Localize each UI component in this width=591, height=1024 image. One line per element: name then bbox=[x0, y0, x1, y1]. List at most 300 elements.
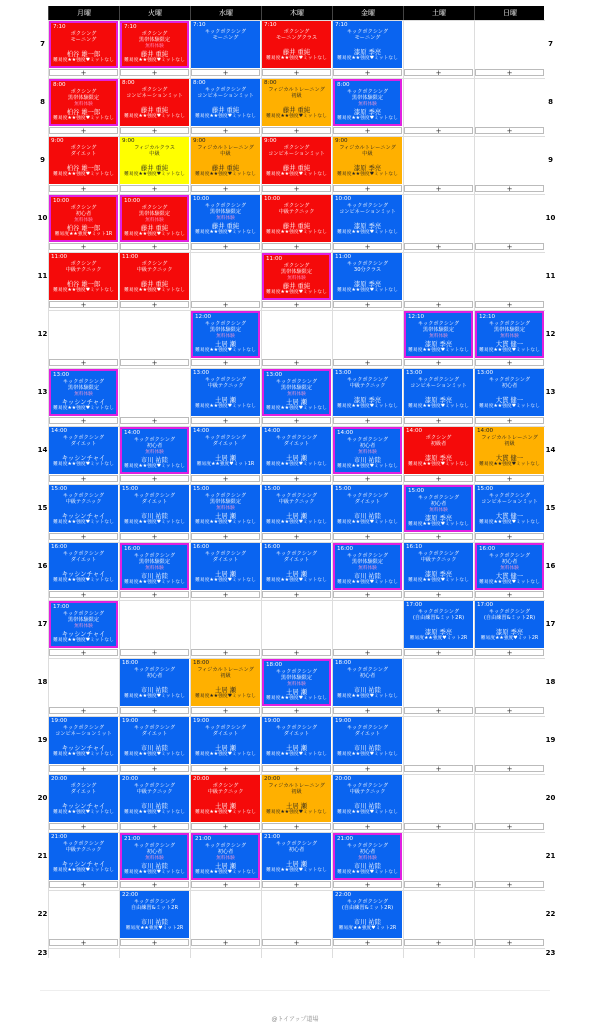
class-card[interactable] bbox=[333, 427, 402, 474]
add-slot-button[interactable]: + bbox=[191, 533, 260, 540]
class-time: 22:00 bbox=[122, 892, 139, 898]
class-type: フィジカルトレーニング bbox=[339, 145, 396, 151]
class-category: 中級テクニック bbox=[349, 383, 386, 390]
add-slot-button[interactable]: + bbox=[475, 591, 544, 598]
difficulty-label: 難易度★★強度♥ミットなし bbox=[195, 348, 256, 354]
difficulty-label: 難易度★★強度♥ミットなし bbox=[195, 230, 256, 236]
add-slot-button[interactable]: + bbox=[49, 707, 118, 714]
slot-cell bbox=[332, 948, 403, 958]
instructor-name: 漆原 季亮 bbox=[424, 454, 453, 462]
class-category: コンビネーションミット bbox=[410, 383, 467, 390]
class-type: フィジカルトレーニング bbox=[268, 783, 325, 789]
class-category: 黒帯体験限定 bbox=[67, 617, 100, 624]
trial-badge: 無料体験 bbox=[74, 391, 93, 397]
add-slot-button[interactable]: + bbox=[262, 243, 331, 250]
class-type: ボクシング bbox=[141, 31, 168, 37]
instructor-name: キッシンチャイ bbox=[61, 630, 106, 638]
hour-label-right: 21 bbox=[545, 852, 556, 860]
class-category: 中級テクニック bbox=[136, 789, 173, 796]
class-category: 中級テクニック bbox=[420, 557, 457, 564]
class-card[interactable] bbox=[191, 485, 260, 532]
class-card[interactable] bbox=[120, 195, 189, 242]
instructor-name: 市川 祐陸 bbox=[140, 512, 169, 520]
instructor-name: 大貫 健一 bbox=[495, 512, 524, 520]
class-type: キックボクシング bbox=[488, 377, 531, 383]
class-card[interactable] bbox=[262, 543, 331, 590]
class-card[interactable] bbox=[475, 601, 544, 648]
add-slot-button[interactable]: + bbox=[262, 591, 331, 598]
class-type: キックボクシング bbox=[133, 493, 176, 499]
add-slot-button[interactable]: + bbox=[49, 243, 118, 250]
add-slot-button[interactable]: + bbox=[404, 127, 473, 134]
add-slot-button[interactable]: + bbox=[404, 591, 473, 598]
class-card[interactable] bbox=[262, 659, 331, 706]
difficulty-label: 難易度★★強度♥ミットなし bbox=[479, 580, 540, 586]
add-slot-button[interactable]: + bbox=[475, 533, 544, 540]
add-slot-button[interactable]: + bbox=[49, 127, 118, 134]
class-card[interactable] bbox=[49, 717, 118, 764]
class-card[interactable] bbox=[333, 253, 402, 300]
add-slot-button[interactable]: + bbox=[49, 939, 118, 946]
class-category: ダイエット bbox=[141, 731, 168, 738]
add-slot-button[interactable]: + bbox=[191, 359, 260, 366]
class-card[interactable] bbox=[191, 195, 260, 242]
add-slot-button[interactable]: + bbox=[262, 707, 331, 714]
class-card[interactable] bbox=[262, 195, 331, 242]
class-card[interactable] bbox=[49, 833, 118, 880]
class-card[interactable] bbox=[475, 427, 544, 474]
class-card[interactable] bbox=[120, 775, 189, 822]
add-slot-button[interactable]: + bbox=[404, 417, 473, 424]
add-slot-button[interactable]: + bbox=[333, 533, 402, 540]
class-card[interactable] bbox=[475, 543, 544, 590]
instructor-name: 土居 瀬 bbox=[286, 688, 307, 696]
class-time: 14:00 bbox=[264, 428, 281, 434]
class-card[interactable] bbox=[49, 21, 118, 68]
class-card[interactable] bbox=[120, 659, 189, 706]
add-slot-button[interactable]: + bbox=[120, 707, 189, 714]
instructor-name: 土居 瀬 bbox=[215, 454, 236, 462]
add-slot-button[interactable]: + bbox=[404, 301, 473, 308]
class-type: ボクシング bbox=[212, 783, 239, 789]
class-category: 黒帯体験限定 bbox=[280, 675, 313, 682]
class-card[interactable] bbox=[120, 427, 189, 474]
add-slot-button[interactable]: + bbox=[404, 69, 473, 76]
class-type: キックボクシング bbox=[62, 611, 105, 617]
class-time: 18:00 bbox=[335, 660, 352, 666]
add-slot-button[interactable]: + bbox=[404, 185, 473, 192]
class-card[interactable] bbox=[262, 775, 331, 822]
add-slot-button[interactable]: + bbox=[333, 417, 402, 424]
class-card[interactable] bbox=[333, 833, 402, 880]
class-time: 13:00 bbox=[53, 372, 70, 378]
add-slot-button[interactable]: + bbox=[404, 243, 473, 250]
add-slot-button[interactable]: + bbox=[333, 69, 402, 76]
class-category: ダイエット bbox=[212, 441, 239, 448]
add-slot-button[interactable]: + bbox=[120, 591, 189, 598]
class-card[interactable] bbox=[333, 369, 402, 416]
add-slot-button[interactable]: + bbox=[404, 765, 473, 772]
class-card[interactable] bbox=[262, 137, 331, 184]
instructor-name: 市川 祐陸 bbox=[353, 744, 382, 752]
class-card[interactable] bbox=[120, 485, 189, 532]
difficulty-label: 難易度★★強度♥ミット1R bbox=[196, 461, 255, 467]
class-time: 9:00 bbox=[193, 138, 206, 144]
instructor-name: 藤井 重純 bbox=[282, 222, 311, 230]
hour-label-left: 22 bbox=[37, 910, 48, 918]
hour-label-right: 23 bbox=[545, 949, 556, 957]
add-slot-button[interactable]: + bbox=[262, 475, 331, 482]
instructor-name: 柏谷 雄一郎 bbox=[66, 108, 101, 116]
class-card[interactable] bbox=[262, 485, 331, 532]
add-slot-button[interactable]: + bbox=[191, 185, 260, 192]
add-slot-button[interactable]: + bbox=[49, 301, 118, 308]
hour-label-right: 14 bbox=[545, 446, 556, 454]
class-category: 中級 bbox=[220, 151, 231, 158]
add-slot-button[interactable]: + bbox=[333, 939, 402, 946]
class-card[interactable] bbox=[120, 137, 189, 184]
class-card[interactable] bbox=[191, 659, 260, 706]
add-slot-button[interactable]: + bbox=[404, 823, 473, 830]
class-card[interactable] bbox=[262, 79, 331, 126]
add-slot-button[interactable]: + bbox=[404, 533, 473, 540]
class-type: キックボクシング bbox=[204, 87, 247, 93]
add-slot-button[interactable]: + bbox=[333, 185, 402, 192]
class-time: 20:00 bbox=[193, 776, 210, 782]
class-category: ダイエット bbox=[70, 441, 97, 448]
add-slot-button[interactable]: + bbox=[120, 243, 189, 250]
class-type: キックボクシング bbox=[204, 551, 247, 557]
class-card[interactable] bbox=[191, 137, 260, 184]
class-card[interactable] bbox=[49, 369, 118, 416]
class-time: 13:00 bbox=[406, 370, 423, 376]
trial-badge: 無料体験 bbox=[500, 333, 519, 339]
add-slot-button[interactable]: + bbox=[333, 591, 402, 598]
add-slot-button[interactable]: + bbox=[404, 707, 473, 714]
add-slot-button[interactable]: + bbox=[475, 359, 544, 366]
add-slot-button[interactable]: + bbox=[191, 707, 260, 714]
add-slot-button[interactable]: + bbox=[120, 939, 189, 946]
class-time: 16:00 bbox=[264, 544, 281, 550]
class-card[interactable] bbox=[333, 485, 402, 532]
add-slot-button[interactable]: + bbox=[120, 475, 189, 482]
add-slot-button[interactable]: + bbox=[262, 881, 331, 888]
class-card[interactable] bbox=[49, 485, 118, 532]
add-slot-button[interactable]: + bbox=[404, 649, 473, 656]
hour-label-left: 13 bbox=[37, 388, 48, 396]
add-slot-button[interactable]: + bbox=[49, 591, 118, 598]
hour-label-right: 15 bbox=[545, 504, 556, 512]
class-type: ボクシング bbox=[70, 89, 97, 95]
add-slot-button[interactable]: + bbox=[49, 69, 118, 76]
class-time: 11:00 bbox=[51, 254, 68, 260]
difficulty-label: 難易度★★強度♥ミットなし bbox=[266, 751, 327, 757]
class-card[interactable] bbox=[49, 137, 118, 184]
class-type: キックボクシング bbox=[417, 551, 460, 557]
instructor-name: 漆原 季亮 bbox=[424, 340, 453, 348]
class-card[interactable] bbox=[404, 543, 473, 590]
add-slot-button[interactable]: + bbox=[262, 359, 331, 366]
add-slot-button[interactable]: + bbox=[475, 649, 544, 656]
class-card[interactable] bbox=[49, 601, 118, 648]
add-slot-button[interactable]: + bbox=[191, 417, 260, 424]
add-slot-button[interactable]: + bbox=[191, 765, 260, 772]
instructor-name: 土居 瀬 bbox=[215, 686, 236, 694]
class-time: 21:00 bbox=[195, 836, 212, 842]
class-card[interactable] bbox=[262, 427, 331, 474]
add-slot-button[interactable]: + bbox=[262, 823, 331, 830]
instructor-name: 藤井 重純 bbox=[282, 282, 311, 290]
add-slot-button[interactable]: + bbox=[191, 301, 260, 308]
class-card[interactable] bbox=[49, 543, 118, 590]
class-card[interactable] bbox=[191, 369, 260, 416]
class-category: 初心者 bbox=[359, 849, 376, 856]
add-slot-button[interactable]: + bbox=[262, 69, 331, 76]
class-card[interactable] bbox=[333, 195, 402, 242]
add-slot-button[interactable]: + bbox=[191, 591, 260, 598]
add-slot-button[interactable]: + bbox=[49, 185, 118, 192]
add-slot-button[interactable]: + bbox=[333, 301, 402, 308]
class-card[interactable] bbox=[262, 717, 331, 764]
add-slot-button[interactable]: + bbox=[120, 881, 189, 888]
instructor-name: 土居 瀬 bbox=[286, 860, 307, 868]
add-slot-button[interactable]: + bbox=[333, 475, 402, 482]
class-time: 7:10 bbox=[264, 22, 277, 28]
class-card[interactable] bbox=[120, 253, 189, 300]
add-slot-button[interactable]: + bbox=[120, 185, 189, 192]
class-category: 初心者 bbox=[359, 673, 376, 680]
difficulty-label: 難易度★★強度♥ミット2R bbox=[338, 925, 397, 931]
class-time: 16:00 bbox=[193, 544, 210, 550]
class-card[interactable] bbox=[262, 253, 331, 300]
add-slot-button[interactable]: + bbox=[191, 823, 260, 830]
difficulty-label: 難易度★★強度♥ミットなし bbox=[408, 522, 469, 528]
add-slot-button[interactable]: + bbox=[120, 69, 189, 76]
add-slot-button[interactable]: + bbox=[262, 301, 331, 308]
add-slot-button[interactable]: + bbox=[49, 881, 118, 888]
add-slot-button[interactable]: + bbox=[262, 649, 331, 656]
class-card[interactable] bbox=[475, 311, 544, 358]
add-slot-button[interactable]: + bbox=[262, 417, 331, 424]
class-category: 初心者 bbox=[288, 847, 305, 854]
add-slot-button[interactable]: + bbox=[120, 359, 189, 366]
difficulty-label: 難易度★★強度♥ミットなし bbox=[195, 520, 256, 526]
instructor-name: 柏谷 雄一郎 bbox=[66, 280, 101, 288]
instructor-name: キッシンチャイ bbox=[61, 454, 106, 462]
add-slot-button[interactable]: + bbox=[120, 417, 189, 424]
add-slot-button[interactable]: + bbox=[475, 823, 544, 830]
class-type: キックボクシング bbox=[133, 725, 176, 731]
class-card[interactable] bbox=[49, 775, 118, 822]
class-card[interactable] bbox=[120, 21, 189, 68]
class-category: 黒帯体験限定 bbox=[138, 559, 171, 566]
class-card[interactable] bbox=[49, 253, 118, 300]
difficulty-label: 難易度★★強度♥ミットなし bbox=[266, 113, 327, 119]
add-slot-button[interactable]: + bbox=[191, 127, 260, 134]
instructor-name: 市川 祐陸 bbox=[353, 802, 382, 810]
class-type: キックボクシング bbox=[62, 435, 105, 441]
trial-badge: 無料体験 bbox=[145, 565, 164, 571]
add-slot-button[interactable]: + bbox=[120, 301, 189, 308]
add-slot-button[interactable]: + bbox=[262, 765, 331, 772]
class-card[interactable] bbox=[120, 717, 189, 764]
class-time: 21:00 bbox=[51, 834, 68, 840]
add-slot-button[interactable]: + bbox=[333, 359, 402, 366]
class-time: 15:00 bbox=[408, 488, 425, 494]
instructor-name: 市川 祐陸 bbox=[140, 572, 169, 580]
difficulty-label: 難易度★★強度♥ミットなし bbox=[53, 287, 114, 293]
class-time: 8:00 bbox=[193, 80, 206, 86]
add-slot-button[interactable]: + bbox=[475, 127, 544, 134]
class-category: ダイエット bbox=[70, 557, 97, 564]
add-slot-button[interactable]: + bbox=[191, 881, 260, 888]
class-card[interactable] bbox=[404, 311, 473, 358]
add-slot-button[interactable]: + bbox=[475, 417, 544, 424]
day-header-0: 月曜 bbox=[48, 6, 119, 20]
class-card[interactable] bbox=[404, 427, 473, 474]
difficulty-label: 難易度★★強度♥ミットなし bbox=[124, 287, 185, 293]
class-time: 7:10 bbox=[53, 24, 66, 30]
add-slot-button[interactable]: + bbox=[475, 475, 544, 482]
class-card[interactable] bbox=[262, 833, 331, 880]
hour-label-right: 10 bbox=[545, 214, 556, 222]
class-card[interactable] bbox=[475, 485, 544, 532]
class-card[interactable] bbox=[333, 137, 402, 184]
add-slot-button[interactable]: + bbox=[475, 69, 544, 76]
add-slot-button[interactable]: + bbox=[262, 533, 331, 540]
instructor-name: 漆原 季亮 bbox=[353, 280, 382, 288]
add-slot-button[interactable]: + bbox=[49, 649, 118, 656]
add-slot-button[interactable]: + bbox=[262, 939, 331, 946]
class-card[interactable] bbox=[333, 659, 402, 706]
class-card[interactable] bbox=[333, 543, 402, 590]
add-slot-button[interactable]: + bbox=[475, 765, 544, 772]
class-card[interactable] bbox=[191, 833, 260, 880]
add-slot-button[interactable]: + bbox=[333, 881, 402, 888]
add-slot-button[interactable]: + bbox=[120, 127, 189, 134]
add-slot-button[interactable]: + bbox=[191, 475, 260, 482]
add-slot-button[interactable]: + bbox=[120, 649, 189, 656]
add-slot-button[interactable]: + bbox=[49, 359, 118, 366]
add-slot-button[interactable]: + bbox=[49, 475, 118, 482]
add-slot-button[interactable]: + bbox=[333, 649, 402, 656]
class-card[interactable] bbox=[333, 891, 402, 938]
class-time: 8:00 bbox=[264, 80, 277, 86]
class-card[interactable] bbox=[120, 833, 189, 880]
instructor-name: キッシンチャイ bbox=[61, 860, 106, 868]
class-card[interactable] bbox=[120, 79, 189, 126]
add-slot-button[interactable]: + bbox=[49, 417, 118, 424]
add-slot-button[interactable]: + bbox=[475, 881, 544, 888]
instructor-name: 漆原 季亮 bbox=[353, 396, 382, 404]
add-slot-button[interactable]: + bbox=[333, 707, 402, 714]
add-slot-button[interactable]: + bbox=[475, 185, 544, 192]
trial-badge: 無料体験 bbox=[500, 565, 519, 571]
class-card[interactable] bbox=[49, 79, 118, 126]
add-slot-button[interactable]: + bbox=[333, 127, 402, 134]
difficulty-label: 難易度★★強度♥ミットなし bbox=[53, 57, 114, 63]
slot-cell bbox=[474, 948, 545, 958]
class-card[interactable] bbox=[120, 891, 189, 938]
add-slot-button[interactable]: + bbox=[49, 533, 118, 540]
slot-cell bbox=[190, 948, 261, 958]
class-card[interactable] bbox=[404, 601, 473, 648]
add-slot-button[interactable]: + bbox=[191, 243, 260, 250]
class-card[interactable] bbox=[191, 311, 260, 358]
add-slot-button[interactable]: + bbox=[262, 185, 331, 192]
add-slot-button[interactable]: + bbox=[333, 823, 402, 830]
class-time: 16:00 bbox=[124, 546, 141, 552]
difficulty-label: 難易度★★強度♥ミットなし bbox=[337, 693, 398, 699]
class-card[interactable] bbox=[262, 21, 331, 68]
add-slot-button[interactable]: + bbox=[191, 649, 260, 656]
class-card[interactable] bbox=[191, 79, 260, 126]
class-card[interactable] bbox=[191, 427, 260, 474]
class-card[interactable] bbox=[333, 717, 402, 764]
add-slot-button[interactable]: + bbox=[475, 939, 544, 946]
class-card[interactable] bbox=[120, 543, 189, 590]
add-slot-button[interactable]: + bbox=[333, 765, 402, 772]
add-slot-button[interactable]: + bbox=[333, 243, 402, 250]
add-slot-button[interactable]: + bbox=[49, 823, 118, 830]
add-slot-button[interactable]: + bbox=[475, 301, 544, 308]
class-card[interactable] bbox=[191, 775, 260, 822]
add-slot-button[interactable]: + bbox=[120, 533, 189, 540]
instructor-name: 漆原 季亮 bbox=[424, 396, 453, 404]
add-slot-button[interactable]: + bbox=[120, 765, 189, 772]
add-slot-button[interactable]: + bbox=[191, 69, 260, 76]
class-card[interactable] bbox=[191, 543, 260, 590]
trial-badge: 無料体験 bbox=[358, 101, 377, 107]
class-time: 15:00 bbox=[122, 486, 139, 492]
class-card[interactable] bbox=[333, 21, 402, 68]
difficulty-label: 難易度★★強度♥ミットなし bbox=[266, 867, 327, 873]
class-card[interactable] bbox=[404, 369, 473, 416]
class-type: キックボクシング bbox=[346, 377, 389, 383]
class-time: 13:00 bbox=[266, 372, 283, 378]
class-card[interactable] bbox=[262, 369, 331, 416]
class-card[interactable] bbox=[49, 427, 118, 474]
add-slot-button[interactable]: + bbox=[262, 127, 331, 134]
add-slot-button[interactable]: + bbox=[404, 881, 473, 888]
class-card[interactable] bbox=[191, 717, 260, 764]
difficulty-label: 難易度★★強度♥ミットなし bbox=[266, 229, 327, 235]
add-slot-button[interactable]: + bbox=[49, 765, 118, 772]
class-card[interactable] bbox=[404, 485, 473, 532]
class-type: ボクシング bbox=[283, 29, 310, 35]
hour-label-right: 8 bbox=[548, 98, 553, 106]
class-card[interactable] bbox=[191, 21, 260, 68]
class-card[interactable] bbox=[333, 775, 402, 822]
add-slot-button[interactable]: + bbox=[475, 707, 544, 714]
add-slot-button[interactable]: + bbox=[404, 939, 473, 946]
class-type: ボクシング bbox=[283, 203, 310, 209]
class-card[interactable] bbox=[333, 79, 402, 126]
class-type: キックボクシング bbox=[204, 377, 247, 383]
add-slot-button[interactable]: + bbox=[191, 939, 260, 946]
difficulty-label: 難易度★★強度♥ミットなし bbox=[53, 461, 114, 467]
add-slot-button[interactable]: + bbox=[120, 823, 189, 830]
class-card[interactable] bbox=[475, 369, 544, 416]
instructor-name: 藤井 重純 bbox=[211, 164, 240, 172]
class-card[interactable] bbox=[49, 195, 118, 242]
add-slot-button[interactable]: + bbox=[404, 359, 473, 366]
instructor-name: 土居 瀬 bbox=[286, 570, 307, 578]
add-slot-button[interactable]: + bbox=[404, 475, 473, 482]
class-time: 20:00 bbox=[335, 776, 352, 782]
trial-badge: 無料体験 bbox=[287, 275, 306, 281]
add-slot-button[interactable]: + bbox=[475, 243, 544, 250]
